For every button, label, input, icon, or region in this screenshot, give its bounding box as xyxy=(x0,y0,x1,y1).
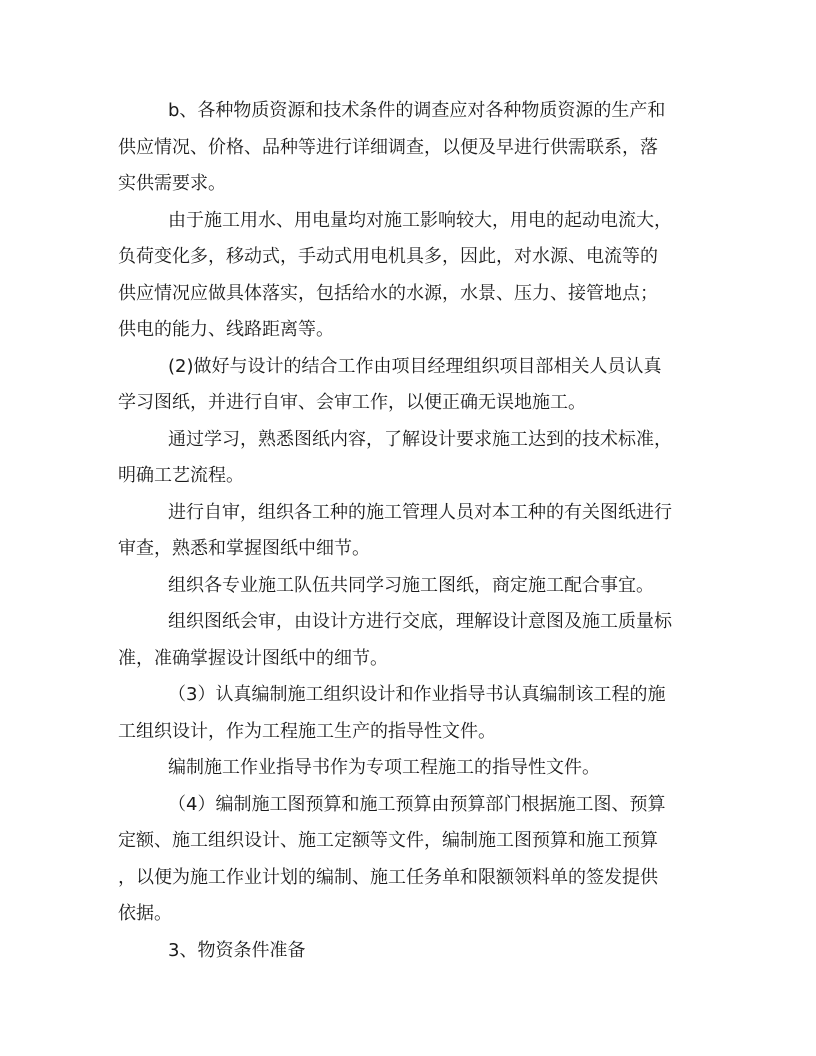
text-line: 组织图纸会审，由设计方进行交底，理解设计意图及施工质量标 xyxy=(168,611,672,632)
text-line: 供应情况、价格、品种等进行详细调查，以便及早进行供需联系，落 xyxy=(118,136,658,158)
paragraph-self-review xyxy=(118,495,698,568)
text-line: 定额、施工组织设计、施工定额等文件，编制施工图预算和施工预算 xyxy=(118,830,658,851)
text-line: 进行自审，组织各工种的施工管理人员对本工种的有关图纸进行 xyxy=(168,501,672,523)
text-line: 明确工艺流程。 xyxy=(118,465,244,486)
section-heading-material-preparation xyxy=(118,933,698,970)
text-line: 依据。 xyxy=(118,903,172,924)
paragraph-design-coordination xyxy=(118,349,698,422)
paragraph-water-electricity xyxy=(118,203,698,349)
text-line: ，以便为施工作业计划的编制、施工任务单和限额领料单的签发提供 xyxy=(118,866,658,888)
paragraph-drawing-review xyxy=(118,604,698,677)
text-line: 实供需要求。 xyxy=(118,173,226,194)
text-line: 编制施工作业指导书作为专项工程施工的指导性文件。 xyxy=(168,757,600,778)
text-line: （4）编制施工图预算和施工预算由预算部门根据施工图、预算 xyxy=(168,793,666,815)
text-line: b、各种物质资源和技术条件的调查应对各种物质资源的生产和 xyxy=(168,100,666,121)
paragraph-budget xyxy=(118,787,698,933)
paragraph-construction-design xyxy=(118,677,698,750)
text-line: 组织各专业施工队伍共同学习施工图纸，商定施工配合事宜。 xyxy=(168,574,654,596)
text-line: 审查，熟悉和掌握图纸中细节。 xyxy=(118,538,370,559)
text-line: 准，准确掌握设计图纸中的细节。 xyxy=(118,647,388,669)
paragraph-material-survey xyxy=(118,93,698,203)
text-line: 供应情况应做具体落实，包括给水的水源，水景、压力、接管地点； xyxy=(118,282,658,304)
paragraph-work-instructions xyxy=(118,750,698,787)
paragraph-joint-study xyxy=(118,568,698,605)
text-line: 工组织设计，作为工程施工生产的指导性文件。 xyxy=(118,720,496,742)
text-line: 由于施工用水、用电量均对施工影响较大，用电的起动电流大， xyxy=(168,209,672,231)
text-line: （3）认真编制施工组织设计和作业指导书认真编制该工程的施 xyxy=(168,684,666,705)
section-heading: 3、物资条件准备 xyxy=(168,939,306,961)
text-line: (2)做好与设计的结合工作由项目经理组织项目部相关人员认真 xyxy=(168,355,662,377)
text-line: 学习图纸，并进行自审、会审工作，以便正确无误地施工。 xyxy=(118,392,586,413)
text-line: 供电的能力、线路距离等。 xyxy=(118,319,334,340)
text-line: 通过学习，熟悉图纸内容，了解设计要求施工达到的技术标准， xyxy=(168,428,672,450)
paragraph-study-drawings xyxy=(118,422,698,495)
document-page xyxy=(118,93,698,969)
text-line: 负荷变化多，移动式，手动式用电机具多，因此，对水源、电流等的 xyxy=(118,246,658,267)
